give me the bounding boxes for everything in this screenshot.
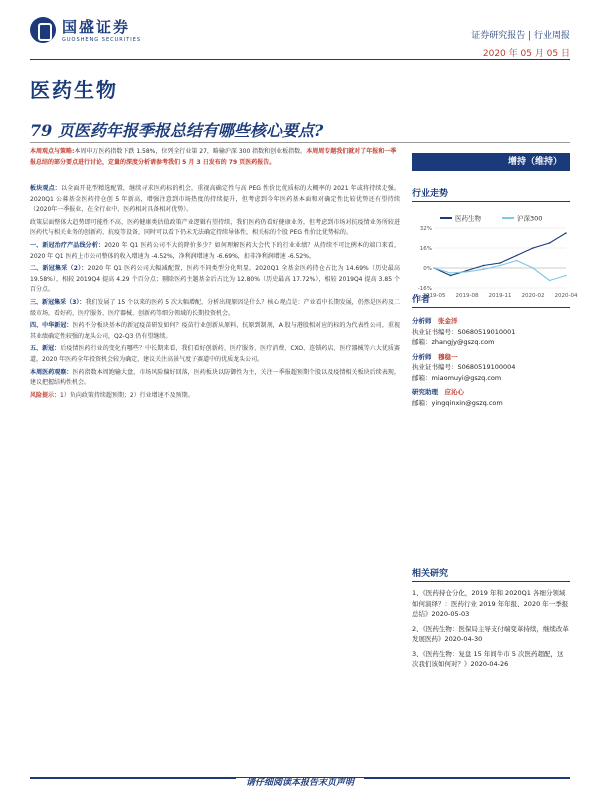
author-email[interactable]: 邮箱：miaomuyi@gszq.com bbox=[412, 373, 502, 382]
x-tick-label: 2019-08 bbox=[455, 293, 479, 299]
related-list bbox=[412, 588, 570, 670]
logo-cn: 国盛证券 bbox=[62, 18, 131, 36]
data-point bbox=[532, 247, 534, 249]
summary-paragraph bbox=[30, 391, 400, 402]
x-tick-label: 2019-11 bbox=[488, 293, 512, 299]
author-entry bbox=[412, 352, 570, 384]
paragraph-text: 2020 年 Q1 医药公司不大的降价多少？如何理解医药大会代下的行业业绩？从持续不可比例本的端口来看，2020 年 Q1 医药上市公司整体的收入增速为 -4.52%，净利润增速为 -6.69%，扣非净利润增速 -6.52%。 bbox=[30, 241, 400, 260]
header-divider bbox=[30, 59, 570, 60]
summary-paragraph bbox=[30, 321, 400, 342]
summary-paragraph bbox=[30, 184, 400, 216]
data-point bbox=[483, 268, 485, 270]
paragraph-lead: 板块观点： bbox=[30, 185, 61, 192]
sector-title: 医药生物 bbox=[30, 78, 118, 102]
author-name: 张金洋 bbox=[438, 317, 458, 325]
author-entry bbox=[412, 316, 570, 348]
paragraph-text: 2020 年 Q1 医药公司大幅减配置，医药不同类型分化明显。2020Q1 全基金医药持仓占比为 14.69%（历史最高 19.58%），相较 2019Q4 提高 4.29 个百分点；剔除医药主题基金后占比为 12.80%（历史最高 17.72%），相较 2019Q4 提高 3.85 个百分点。 bbox=[30, 265, 400, 294]
data-point bbox=[565, 275, 567, 277]
author-email[interactable]: 邮箱：zhangjy@gszq.com bbox=[412, 338, 495, 346]
data-point bbox=[549, 280, 551, 282]
report-type: 证券研究报告 | 行业周报 bbox=[471, 31, 570, 41]
paragraph-text: 后疫情医药行业的变化有哪些？中长期来看，我们看好创新药、医疗服务、医疗消费、CXO、连锁药店、医疗器械等六大优质赛道，2020 年医药全年投资机会较为确定，建议关注高景气度子赛道中的优质龙头公司。 bbox=[30, 345, 400, 363]
data-point bbox=[450, 275, 452, 277]
company-logo bbox=[30, 16, 141, 43]
data-point bbox=[499, 265, 501, 267]
data-point bbox=[532, 267, 534, 269]
paragraph-text: 政策层面整体大趋势即可能性不高，医药健康类估值政策产业逻辑有望持续，我们医药仍看好健康业务，但考虑到市场对抗疫情业务所较进医药代与相关业务的创新药、抗疫等设备，同时可以看下仍未无法确定持续导体性，相关标的个股 PEG 性价比优势标的。 bbox=[30, 218, 400, 237]
y-tick-label: -16% bbox=[417, 286, 432, 292]
summary-paragraph bbox=[30, 264, 400, 296]
author-entry bbox=[412, 387, 570, 408]
data-point bbox=[565, 232, 567, 234]
paragraph-lead: 三、新冠集采（3）： bbox=[30, 298, 86, 306]
paragraph-text: 我们发展了 15 个以来的医药 5 次大幅增配，分析出现原因是什么？核心观点是：产业看中长期发展，仍然是医药及二级市场，看好药、医疗服务、医疗器械、创新药等细分领域的长期投资机会。 bbox=[30, 298, 400, 317]
data-point bbox=[450, 272, 452, 274]
paragraph-lead: 四、中华新冠： bbox=[30, 322, 73, 330]
x-tick-label: 2020-02 bbox=[521, 293, 545, 299]
data-point bbox=[466, 271, 468, 273]
data-point bbox=[516, 260, 518, 262]
paragraph-lead: 一、新冠治疗产品线分析： bbox=[30, 241, 105, 249]
y-tick-label: 32% bbox=[419, 226, 432, 232]
data-point bbox=[433, 267, 435, 269]
y-tick-label: 0% bbox=[423, 266, 432, 272]
author-cert: 执业证书编号：S0680519100004 bbox=[412, 363, 516, 371]
author-name: 应沁心 bbox=[444, 388, 464, 396]
related-item[interactable]: 3、《医药生物：复盘 15 年间牛市 5 次医药超配，这次我们该如何对？》2020-04-26 bbox=[412, 649, 564, 668]
paragraph-lead: 五、新冠： bbox=[30, 345, 61, 353]
report-title: 79 页医药年报季报总结有哪些核心要点? bbox=[30, 121, 324, 140]
footer bbox=[0, 770, 600, 788]
paragraph-text: 医药指数本周跑输大盘，市场风险偏好回落，医药板块以防御性为主，关注一季报超预期个股以及疫情相关板块后续表现，建议把握结构性机会。 bbox=[30, 368, 400, 387]
intro-lead: 本周观点与策略: bbox=[30, 148, 75, 155]
data-point bbox=[483, 265, 485, 267]
summary-body bbox=[30, 184, 400, 403]
rating-badge: 增持（维持） bbox=[412, 153, 570, 171]
author-role: 分析师 bbox=[412, 317, 432, 325]
logo-icon bbox=[30, 17, 56, 43]
intro-highlight: 本周周专题我们就对了年报和一季报总结的部分要点进行讨论，定量的深度分析请参考我们 5 月 3 日发布的 79 页医药报告。 bbox=[30, 148, 397, 166]
author-heading: 作者 bbox=[412, 292, 570, 308]
author-role: 分析师 bbox=[412, 352, 432, 361]
related-item[interactable]: 1、《医药持仓分化，2019 年和 2020Q1 各细分领域如何演绎？：医药行业 2019 年年报、2020 年一季报总结》2020-05-03 bbox=[412, 589, 569, 618]
legend-label: 医药生物 bbox=[455, 214, 481, 223]
summary-paragraph bbox=[30, 344, 400, 365]
report-date: 2020 年 05 月 05 日 bbox=[482, 49, 570, 59]
paragraph-lead: 本周医药观察： bbox=[30, 368, 73, 376]
summary-paragraph bbox=[30, 368, 400, 389]
summary-paragraph bbox=[30, 218, 400, 239]
intro-paragraph bbox=[30, 146, 400, 168]
author-email[interactable]: 邮箱：yingqinxin@gszq.com bbox=[412, 398, 503, 407]
paragraph-text: 医药不分板块基本的新冠疫苗研发如何？疫苗行业创新从原料、抗原到制剂，A 股与港股相对应的标的为代表性公司，重视其业绩确定性较强的龙头公司，Q2-Q3 仍有望继续。 bbox=[30, 322, 400, 340]
paragraph-lead: 二、新冠集采（2）： bbox=[30, 265, 88, 273]
title-divider bbox=[30, 142, 570, 143]
footer-disclaimer: 请仔细阅读本报告末页声明 bbox=[236, 778, 364, 788]
x-tick-label: 2020-04 bbox=[554, 293, 578, 299]
author-list bbox=[412, 312, 570, 408]
related-item[interactable]: 2、《医药生物：医保局主导支付端变革持续，继续改革发展医药》2020-04-30 bbox=[412, 624, 569, 643]
author-name: 穆稳一 bbox=[438, 352, 458, 361]
data-point bbox=[516, 255, 518, 257]
logo-en: GUOSHENG SECURITIES bbox=[62, 37, 142, 43]
data-point bbox=[549, 242, 551, 244]
author-role: 研究助理 bbox=[412, 388, 438, 396]
intro-text: 本周申万医药指数下跌 1.58%，位列全行业第 27，略输沪深 300 指数和创业板指数。 bbox=[74, 148, 307, 155]
author-cert: 执业证书编号：S0680519010001 bbox=[412, 327, 516, 336]
y-tick-label: 16% bbox=[419, 246, 432, 252]
summary-paragraph bbox=[30, 298, 400, 319]
trend-heading: 行业走势 bbox=[412, 186, 570, 202]
summary-paragraph bbox=[30, 241, 400, 262]
data-point bbox=[499, 262, 501, 264]
trend-chart bbox=[410, 210, 578, 305]
legend-label: 沪深300 bbox=[517, 214, 543, 223]
paragraph-text: 以全面开花型精选配置，继续寻求医药标的机会，重视高确定性与高 PEG 性价比优质标的大概率的 2021 年或将持续走强。2020Q1 公募基金医药持仓创 5 年新高，增强注意到市场热度的持续提升，但考虑到今年医药基本面和对确定性比较优势还有望持续（2020年一季报业，在全行业中，医药相对具备相对优势）。 bbox=[30, 185, 400, 214]
x-tick-label: 2019-05 bbox=[422, 293, 446, 299]
paragraph-lead: 风险提示： bbox=[30, 391, 61, 399]
related-heading: 相关研究 bbox=[412, 566, 570, 582]
paragraph-text: 1）负向政策持续超预期；2）行业增速不及预期。 bbox=[60, 391, 194, 399]
series-line-0 bbox=[434, 233, 566, 276]
